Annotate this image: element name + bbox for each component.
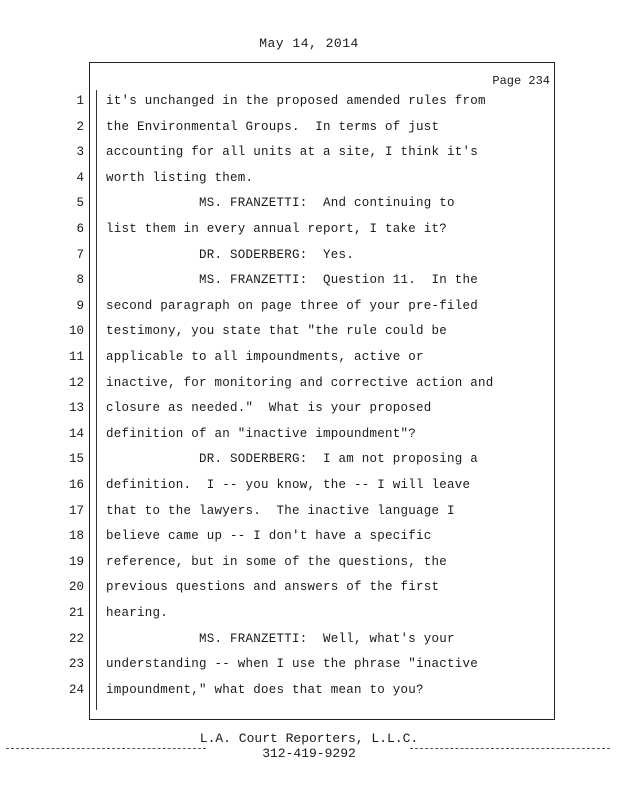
- line-text: impoundment," what does that mean to you?: [106, 682, 424, 697]
- footer-phone: 312-419-9292: [262, 746, 356, 761]
- transcript-line: [0, 145, 560, 171]
- line-number: 10: [68, 324, 84, 339]
- line-number: 4: [76, 170, 84, 185]
- line-number: 11: [68, 350, 84, 364]
- transcript-line: [0, 580, 560, 606]
- transcript-line: [0, 504, 560, 530]
- line-text: MS. FRANZETTI: And continuing to: [106, 196, 455, 211]
- transcript-line: [0, 94, 560, 120]
- line-number: 17: [68, 503, 84, 518]
- line-number: 18: [68, 529, 84, 544]
- line-number: 8: [76, 273, 84, 288]
- transcript-line: [0, 222, 560, 248]
- line-text: list them in every annual report, I take it?: [106, 222, 448, 236]
- transcript-line: [0, 452, 560, 478]
- line-text: that to the lawyers. The inactive language I: [106, 503, 455, 518]
- line-number: 3: [76, 145, 84, 160]
- line-text: inactive, for monitoring and corrective action and: [106, 375, 494, 390]
- transcript-line: [0, 324, 560, 350]
- transcript-line: [0, 606, 560, 632]
- line-text: MS. FRANZETTI: Question 11. In the: [106, 273, 479, 288]
- line-number: 24: [68, 682, 84, 697]
- line-text: MS. FRANZETTI: Well, what's your: [106, 631, 455, 646]
- transcript-line: [0, 529, 560, 555]
- line-number: 2: [76, 119, 84, 134]
- line-text: applicable to all impoundments, active or: [106, 350, 424, 364]
- transcript-line: [0, 171, 560, 197]
- line-text: the Environmental Groups. In terms of just: [106, 119, 440, 134]
- footer-company: L.A. Court Reporters, L.L.C.: [199, 731, 419, 746]
- line-text: believe came up -- I don't have a specific: [106, 529, 432, 544]
- transcript-line: [0, 683, 560, 709]
- line-number: 21: [68, 606, 84, 620]
- line-text: definition of an "inactive impoundment"?: [106, 426, 417, 441]
- line-number: 16: [68, 478, 84, 492]
- line-number: 9: [76, 298, 84, 313]
- transcript-line: [0, 299, 560, 325]
- line-text: previous questions and answers of the first: [106, 580, 440, 595]
- line-text: definition. I -- you know, the -- I will leave: [106, 478, 471, 492]
- header-date: May 14, 2014: [259, 36, 359, 51]
- page-number-label: Page 234: [492, 74, 550, 88]
- line-number: 19: [68, 554, 84, 569]
- line-text: testimony, you state that "the rule could be: [106, 324, 448, 339]
- line-number: 6: [76, 222, 84, 236]
- transcript-line: [0, 273, 560, 299]
- transcript-line: [0, 555, 560, 581]
- line-text: DR. SODERBERG: I am not proposing a: [106, 452, 479, 467]
- transcript-line: [0, 632, 560, 658]
- line-text: closure as needed." What is your proposed: [106, 401, 432, 416]
- line-text: accounting for all units at a site, I think it's: [106, 145, 479, 160]
- line-number: 23: [68, 657, 84, 672]
- line-number: 20: [68, 580, 84, 595]
- line-text: hearing.: [106, 606, 169, 620]
- line-number: 13: [68, 401, 84, 416]
- line-text: reference, but in some of the questions, the: [106, 554, 448, 569]
- line-number: 7: [76, 247, 84, 262]
- transcript-line: [0, 376, 560, 402]
- line-text: understanding -- when I use the phrase "inactive: [106, 657, 479, 672]
- line-text: it's unchanged in the proposed amended rules from: [106, 94, 486, 108]
- line-number: 22: [68, 631, 84, 646]
- transcript-line: [0, 196, 560, 222]
- transcript-line: [0, 350, 560, 376]
- line-text: DR. SODERBERG: Yes.: [106, 247, 355, 262]
- transcript-line: [0, 120, 560, 146]
- line-text: worth listing them.: [106, 170, 254, 185]
- line-text: second paragraph on page three of your pre-filed: [106, 298, 479, 313]
- line-number: 1: [76, 94, 84, 108]
- line-number: 15: [68, 452, 84, 467]
- transcript-line: [0, 657, 560, 683]
- transcript-line: [0, 401, 560, 427]
- transcript-line: [0, 427, 560, 453]
- line-number: 5: [76, 196, 84, 211]
- line-number: 12: [68, 375, 84, 390]
- line-number: 14: [68, 426, 84, 441]
- transcript-line: [0, 248, 560, 274]
- transcript-line: [0, 478, 560, 504]
